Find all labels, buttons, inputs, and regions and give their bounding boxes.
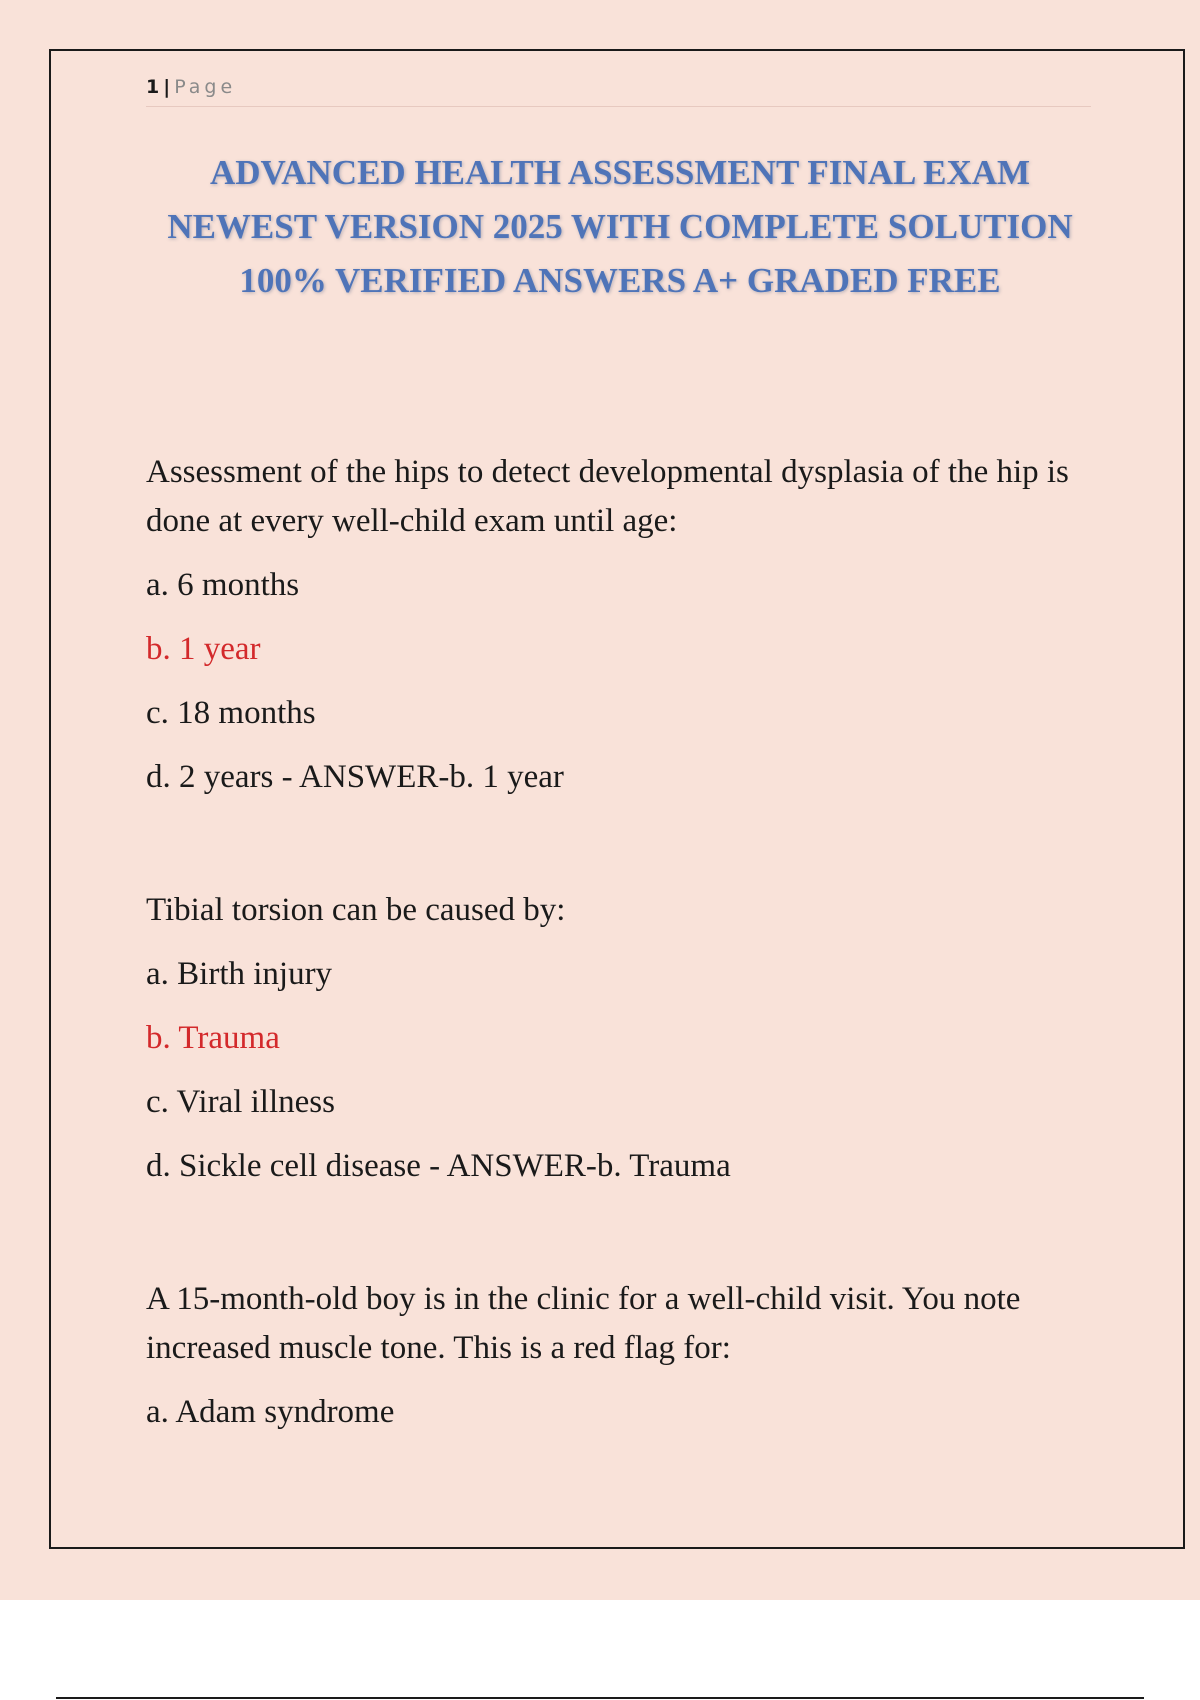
question-block-2 (146, 886, 1091, 1191)
option-d-answer: d. Sickle cell disease - ANSWER-b. Trauma (146, 1148, 731, 1184)
next-page-top-rule (56, 1697, 1144, 1699)
title-line-2: NEWEST VERSION 2025 WITH COMPLETE SOLUTION (167, 207, 1073, 246)
option-a: a. Birth injury (146, 956, 333, 992)
title-line-1: ADVANCED HEALTH ASSESSMENT FINAL EXAM (209, 153, 1031, 192)
option-c: c. 18 months (146, 695, 316, 731)
option-c: c. Viral illness (146, 1084, 335, 1120)
page-number: 1 (146, 76, 160, 98)
question-text: Tibial torsion can be caused by: (146, 892, 566, 928)
header-separator: | (163, 76, 171, 98)
option-a: a. 6 months (146, 567, 300, 603)
page-label: Page (174, 76, 237, 98)
question-text: Assessment of the hips to detect developmental dysplasia of the hip is done at every well-child exam until age: (146, 454, 1069, 539)
question-block-3 (146, 1275, 1091, 1437)
question-block-1 (146, 448, 1091, 802)
option-b-correct: b. 1 year (146, 631, 261, 667)
page-header (146, 72, 1091, 107)
option-a: a. Adam syndrome (146, 1394, 395, 1430)
question-text: A 15-month-old boy is in the clinic for a well-child visit. You note increased muscle tone. This is a red flag for: (146, 1281, 1021, 1366)
document-title (130, 146, 1110, 308)
title-line-3: 100% VERIFIED ANSWERS A+ GRADED FREE (239, 261, 1001, 300)
option-b-correct: b. Trauma (146, 1020, 280, 1056)
option-d-answer: d. 2 years - ANSWER-b. 1 year (146, 759, 564, 795)
questions-content (146, 448, 1091, 1437)
